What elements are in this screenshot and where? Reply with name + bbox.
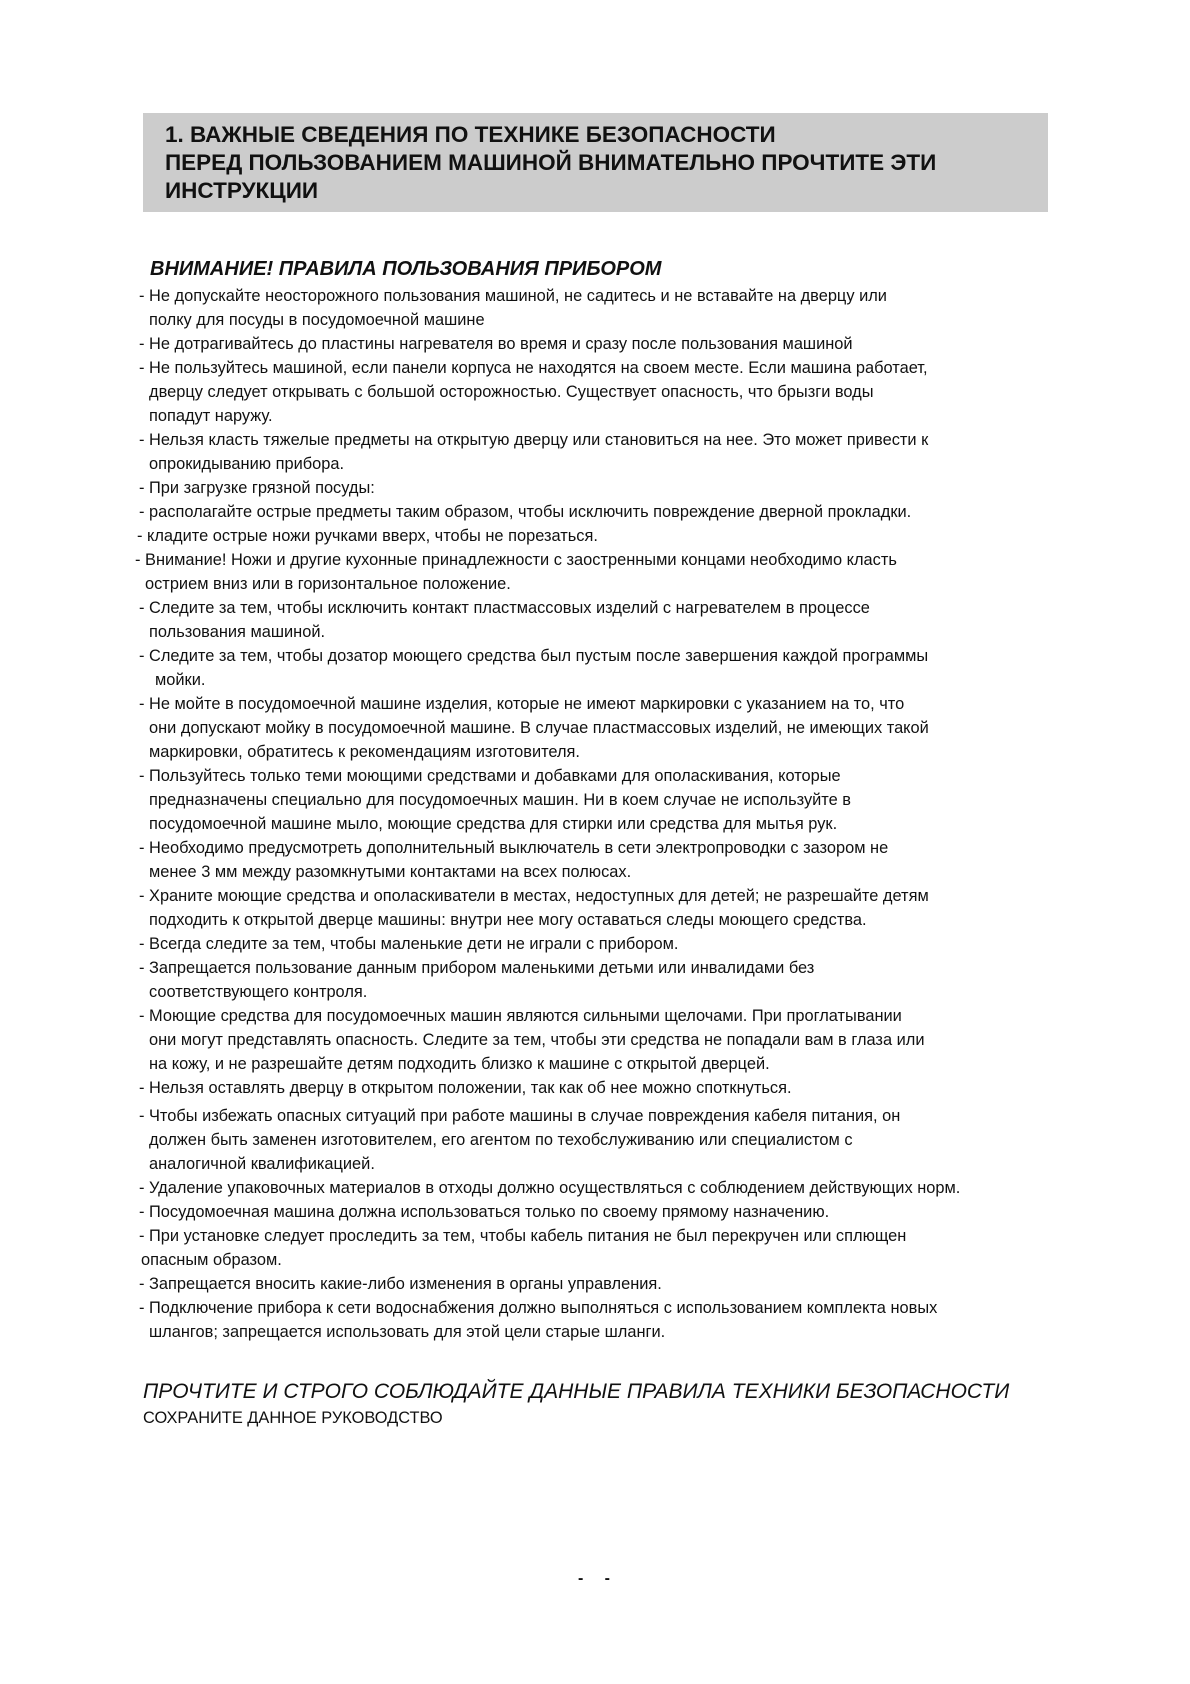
rule-item — [139, 1296, 1059, 1344]
rule-line: - Внимание! Ножи и другие кухонные принадлежности с заостренными концами необходимо класть — [135, 551, 897, 569]
rule-line: - Посудомоечная машина должна использоваться только по своему прямому назначению. — [139, 1203, 830, 1221]
rule-line: они допускают мойку в посудомоечной машине. В случае пластмассовых изделий, не имеющих такой — [149, 719, 929, 737]
rule-line: попадут наружу. — [149, 407, 273, 425]
rule-line: острием вниз или в горизонтальное положение. — [145, 575, 511, 593]
rule-item — [139, 1176, 1059, 1200]
rule-item — [139, 956, 1059, 1004]
rule-item — [139, 428, 1059, 476]
rule-line: аналогичной квалификацией. — [149, 1155, 375, 1173]
rule-item — [139, 500, 1059, 524]
rule-item — [139, 932, 1059, 956]
rule-line: опасным образом. — [141, 1251, 282, 1269]
rule-line: они могут представлять опасность. Следите за тем, чтобы эти средства не попадали вам в глаза или — [149, 1031, 925, 1049]
rule-line: полку для посуды в посудомоечной машине — [149, 311, 485, 329]
rule-line: - Не допускайте неосторожного пользования машиной, не садитесь и не вставайте на дверцу или — [139, 287, 887, 305]
rule-line: мойки. — [155, 671, 206, 689]
rule-line: - Подключение прибора к сети водоснабжения должно выполняться с использованием комплекта новых — [139, 1299, 938, 1317]
rule-item — [139, 476, 1059, 500]
save-manual-note: СОХРАНИТЕ ДАННОЕ РУКОВОДСТВО — [143, 1409, 443, 1427]
section-heading-line-2: ПЕРЕД ПОЛЬЗОВАНИЕМ МАШИНОЙ ВНИМАТЕЛЬНО ПРОЧТИТЕ ЭТИ — [165, 150, 937, 175]
rule-line: - Чтобы избежать опасных ситуаций при работе машины в случае повреждения кабеля питания, он — [139, 1107, 901, 1125]
rule-item — [139, 1224, 1059, 1272]
rule-item — [135, 548, 1059, 596]
rule-line: - Не дотрагивайтесь до пластины нагревателя во время и сразу после пользования машиной — [139, 335, 853, 353]
rule-item — [137, 524, 1059, 548]
rule-line: - Пользуйтесь только теми моющими средствами и добавками для ополаскивания, которые — [139, 767, 841, 785]
rule-item — [139, 596, 1059, 644]
rule-item — [139, 692, 1059, 764]
rule-line: на кожу, и не разрешайте детям подходить близко к машине с открытой дверцей. — [149, 1055, 770, 1073]
rule-line: - Нельзя оставлять дверцу в открытом положении, так как об нее можно споткнуться. — [139, 1079, 792, 1097]
section-heading-line-1: 1. ВАЖНЫЕ СВЕДЕНИЯ ПО ТЕХНИКЕ БЕЗОПАСНОСТИ — [165, 122, 776, 147]
rule-line: - располагайте острые предметы таким образом, чтобы исключить повреждение дверной прокладки. — [139, 503, 912, 521]
rule-line: - кладите острые ножи ручками вверх, чтобы не порезаться. — [137, 527, 598, 545]
rule-item — [139, 1272, 1059, 1296]
rule-line: - Необходимо предусмотреть дополнительный выключатель в сети электропроводки с зазором не — [139, 839, 889, 857]
rule-line: - Запрещается пользование данным прибором маленькими детьми или инвалидами без — [139, 959, 815, 977]
rule-line: посудомоечной машине мыло, моющие средства для стирки или средства для мытья рук. — [149, 815, 838, 833]
rule-item — [139, 1200, 1059, 1224]
rule-line: опрокидыванию прибора. — [149, 455, 345, 473]
closing-safety-statement: ПРОЧТИТЕ И СТРОГО СОБЛЮДАЙТЕ ДАННЫЕ ПРАВИЛА ТЕХНИКИ БЕЗОПАСНОСТИ — [143, 1380, 1010, 1403]
rule-line: - Не пользуйтесь машиной, если панели корпуса не находятся на своем месте. Если машина работает, — [139, 359, 928, 377]
rule-line: предназначены специально для посудомоечных машин. Ни в коем случае не используйте в — [149, 791, 852, 809]
rule-line: соответствующего контроля. — [149, 983, 368, 1001]
page-number: - - — [578, 1570, 612, 1587]
warning-title: ВНИМАНИЕ! ПРАВИЛА ПОЛЬЗОВАНИЯ ПРИБОРОМ — [150, 258, 662, 280]
rule-line: менее 3 мм между разомкнутыми контактами на всех полюсах. — [149, 863, 632, 881]
rule-line: маркировки, обратитесь к рекомендациям изготовителя. — [149, 743, 580, 761]
rule-line: - Не мойте в посудомоечной машине изделия, которые не имеют маркировки с указанием на то, что — [139, 695, 905, 713]
rule-line: подходить к открытой дверце машины: внутри нее могу оставаться следы моющего средства. — [149, 911, 867, 929]
rule-line: - Всегда следите за тем, чтобы маленькие дети не играли с прибором. — [139, 935, 679, 953]
rule-item — [139, 644, 1059, 692]
rule-line: - Моющие средства для посудомоечных машин являются сильными щелочами. При проглатывании — [139, 1007, 902, 1025]
section-header-box — [143, 113, 1048, 212]
rule-line: - Следите за тем, чтобы исключить контакт пластмассовых изделий с нагревателем в процессе — [139, 599, 870, 617]
rule-line: - Храните моющие средства и ополаскиватели в местах, недоступных для детей; не разрешайте детям — [139, 887, 929, 905]
rule-line: дверцу следует открывать с большой осторожностью. Существует опасность, что брызги воды — [149, 383, 874, 401]
rule-line: - При установке следует проследить за тем, чтобы кабель питания не был перекручен или сплющен — [139, 1227, 907, 1245]
rule-line: - Следите за тем, чтобы дозатор моющего средства был пустым после завершения каждой программы — [139, 647, 929, 665]
rule-item — [139, 836, 1059, 884]
rule-line: пользования машиной. — [149, 623, 326, 641]
rule-item — [139, 1004, 1059, 1076]
rule-item — [139, 884, 1059, 932]
rule-item — [139, 1076, 1059, 1100]
rule-line: - Удаление упаковочных материалов в отходы должно осуществляться с соблюдением действующих норм. — [139, 1179, 961, 1197]
rule-item — [139, 1104, 1059, 1176]
rule-item — [139, 356, 1059, 428]
rule-line: - Запрещается вносить какие-либо изменения в органы управления. — [139, 1275, 662, 1293]
section-heading-line-3: ИНСТРУКЦИИ — [165, 178, 319, 203]
rule-item — [139, 284, 1059, 332]
rule-item — [139, 332, 1059, 356]
safety-rules-list — [135, 284, 1059, 1344]
rule-item — [139, 764, 1059, 836]
rule-line: - При загрузке грязной посуды: — [139, 479, 375, 497]
rule-line: шлангов; запрещается использовать для этой цели старые шланги. — [149, 1323, 666, 1341]
rule-line: должен быть заменен изготовителем, его агентом по техобслуживанию или специалистом с — [149, 1131, 853, 1149]
rule-line: - Нельзя класть тяжелые предметы на открытую дверцу или становиться на нее. Это может привести к — [139, 431, 929, 449]
